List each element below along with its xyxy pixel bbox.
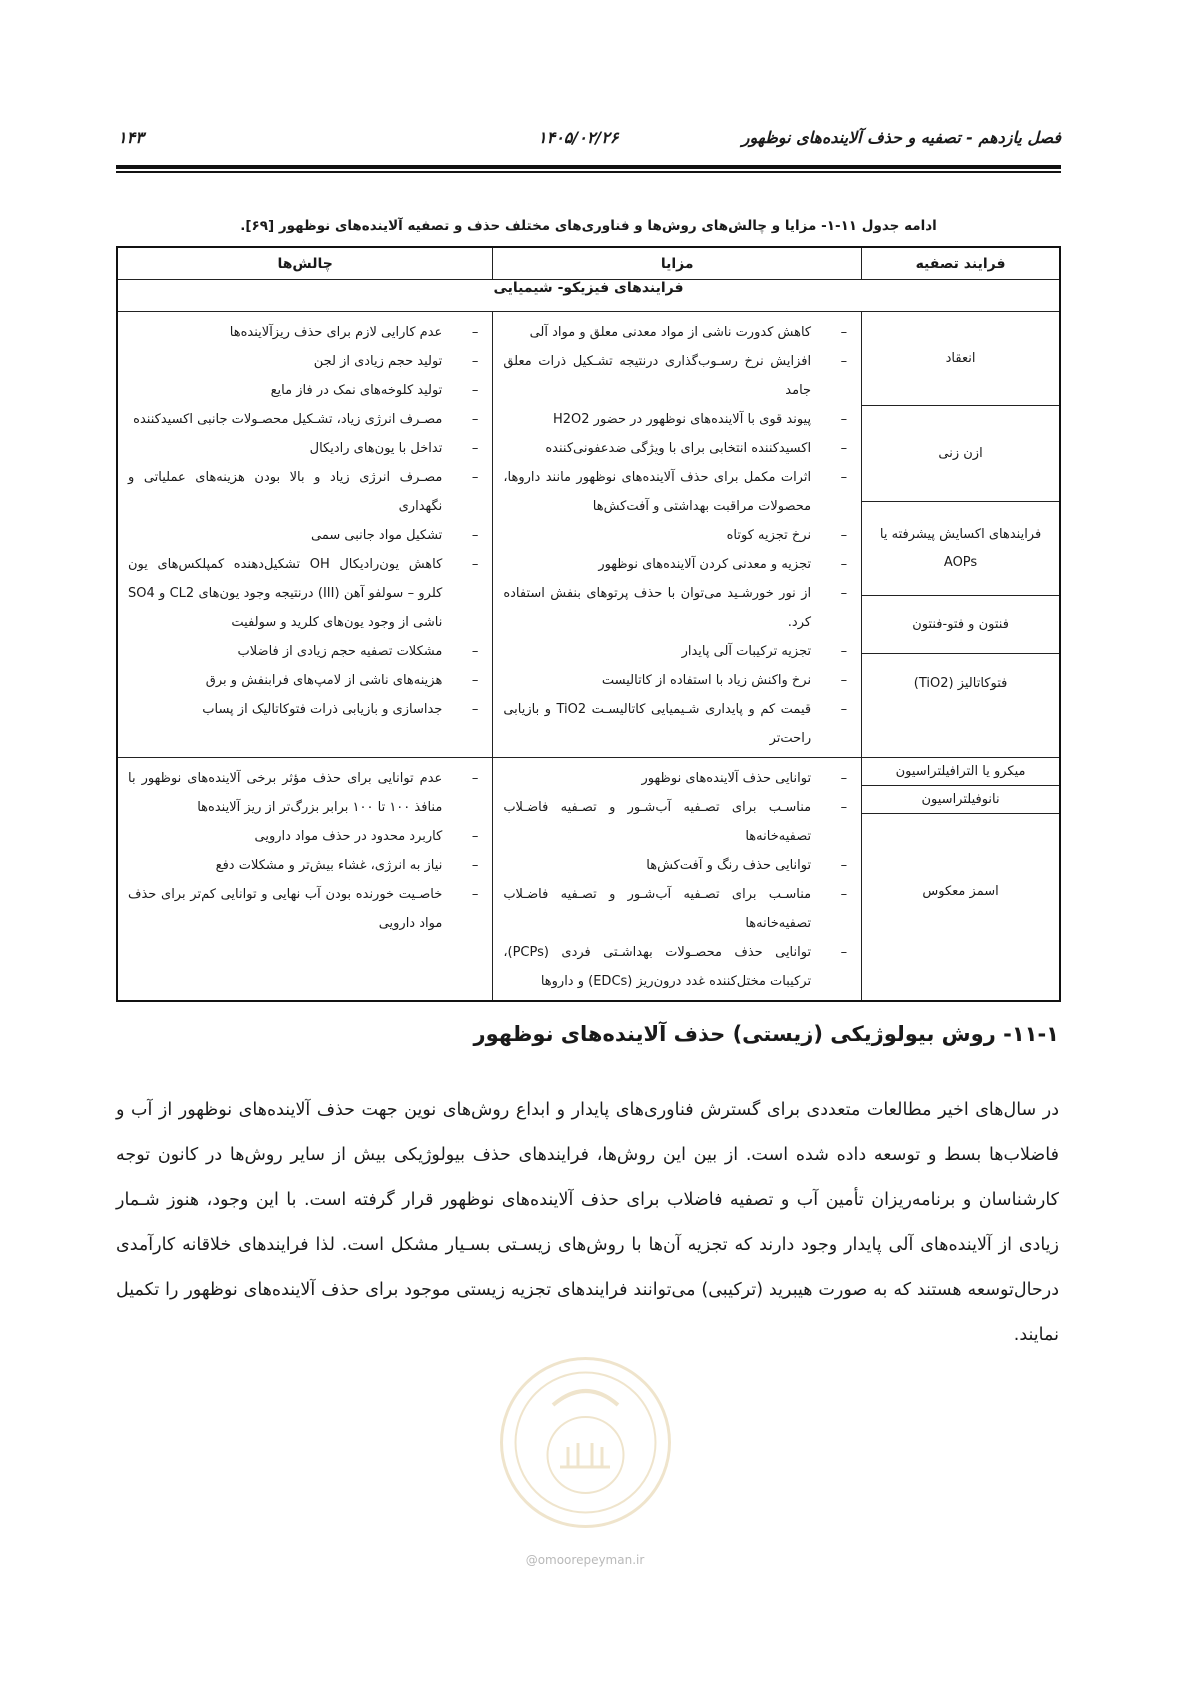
list-item: – تداخل با یون‌های رادیکال bbox=[128, 434, 482, 463]
chapter-title: فصل یازدهم - تصفیه و حذف آلاینده‌های نوظهور bbox=[741, 128, 1061, 147]
header-rule-thick bbox=[116, 165, 1061, 169]
list-item: – افزایش نرخ رسـوب‌گذاری درنتیجه تشـکیل ذرات معلق جامد bbox=[503, 347, 851, 405]
watermark-logo bbox=[498, 1355, 673, 1530]
process-cell: فنتون و فتو-فنتون bbox=[862, 596, 1059, 654]
challenges-cell-block2 bbox=[117, 758, 493, 1002]
table-row bbox=[117, 312, 1060, 758]
challenges-cell-block1 bbox=[117, 312, 493, 758]
comparison-table bbox=[116, 246, 1061, 1002]
process-cell: انعقاد bbox=[862, 312, 1059, 406]
list-item: – پیوند قوی با آلاینده‌های نوظهور در حضور H2O2 bbox=[503, 405, 851, 434]
table-header-row bbox=[117, 247, 1060, 280]
process-cell: نانوفیلتراسیون bbox=[862, 786, 1059, 814]
advantages-cell-block1 bbox=[493, 312, 862, 758]
list-item: – نیاز به انرژی، غشاء بیش‌تر و مشکلات دفع bbox=[128, 851, 482, 880]
header-rule-thin bbox=[116, 171, 1061, 173]
list-item: – توانایی حذف رنگ و آفت‌کش‌ها bbox=[503, 851, 851, 880]
list-item: – تولید حجم زیادی از لجن bbox=[128, 347, 482, 376]
header-challenges: چالش‌ها bbox=[117, 247, 493, 280]
header-process: فرایند تصفیه bbox=[862, 247, 1060, 280]
list-item: – عدم کارایی لازم برای حذف ریزآلاینده‌ها bbox=[128, 318, 482, 347]
list-item: – جداسازی و بازیابی ذرات فتوکاتالیک از پساب bbox=[128, 695, 482, 724]
list-item: – خاصـیت خورنده بودن آب نهایی و توانایی کم‌تر برای حذف مواد دارویی bbox=[128, 880, 482, 938]
watermark-url: @omoorepeyman.ir bbox=[525, 1553, 645, 1567]
list-item: – نرخ تجزیه کوتاه bbox=[503, 521, 851, 550]
list-item: – اکسیدکننده انتخابی برای با ویژگی ضدعفونی‌کننده bbox=[503, 434, 851, 463]
page-header bbox=[118, 128, 1061, 154]
advantages-cell-block2 bbox=[493, 758, 862, 1002]
list-item: – قیمت کم و پایداری شـیمیایی کاتالیسـت TiO2 و بازیابی راحت‌تر bbox=[503, 695, 851, 753]
page-number: ۱۴۳ bbox=[118, 128, 144, 147]
process-column-block1 bbox=[862, 312, 1060, 758]
list-item: – اثرات مکمل برای حذف آلاینده‌های نوظهور مانند داروها، محصولات مراقبت بهداشتی و آفت‌کش‌ها bbox=[503, 463, 851, 521]
list-item: – تولید کلوخه‌های نمک در فاز مایع bbox=[128, 376, 482, 405]
process-cell: فتوکاتالیز (TiO2) bbox=[913, 676, 1008, 691]
process-column-block2 bbox=[862, 758, 1060, 1002]
list-item: – مصـرف انرژی زیاد، تشـکیل محصـولات جانبی اکسیدکننده bbox=[128, 405, 482, 434]
list-item: – عدم توانایی برای حذف مؤثر برخی آلاینده‌های نوظهور با منافذ ۱۰۰ تا ۱۰۰ برابر بزرگ‌تر از ریز آلاینده‌ها bbox=[128, 764, 482, 822]
process-cell: فرایندهای اکسایش پیشرفته یا AOPs bbox=[862, 502, 1059, 596]
table-row bbox=[117, 758, 1060, 1002]
header-advantages: مزایا bbox=[493, 247, 862, 280]
list-item: – تجزیه و معدنی کردن آلاینده‌های نوظهور bbox=[503, 550, 851, 579]
process-cell: میکرو یا الترافیلتراسیون bbox=[862, 758, 1059, 786]
list-item: – مناسـب برای تصـفیه آب‌شـور و تصـفیه فاضـلاب تصفیه‌خانه‌ها bbox=[503, 880, 851, 938]
list-item: – توانایی حذف محصـولات بهداشـتی فردی (PCPs)، ترکیبات مختل‌کننده غدد درون‌ریز (EDCs) و داروها bbox=[503, 938, 851, 996]
list-item: – کاهش یون‌رادیکال OH تشکیل‌دهنده کمپلکس‌های یون کلرو – سولفو آهن (III) درنتیجه وجود یون‌های CL2 و SO4 ناشی از وجود یون‌های کلرید و سولفیت bbox=[128, 550, 482, 637]
process-cell: اسمز معکوس bbox=[922, 884, 999, 899]
list-item: – مصـرف انرژی زیاد و بالا بودن هزینه‌های عملیاتی و نگهداری bbox=[128, 463, 482, 521]
table-caption: ادامه جدول ۱۱-۱- مزایا و چالش‌های روش‌ها و فناوری‌های مختلف حذف و تصفیه آلاینده‌های نوظهور [۶۹]. bbox=[240, 218, 937, 234]
group-row bbox=[117, 280, 1060, 312]
group-title: فرایندهای فیزیکو- شیمیایی bbox=[117, 280, 1060, 312]
list-item: – نرخ واکنش زیاد با استفاده از کاتالیست bbox=[503, 666, 851, 695]
process-cell: ازن زنی bbox=[862, 406, 1059, 502]
list-item: – تجزیه ترکیبات آلی پایدار bbox=[503, 637, 851, 666]
list-item: – مشکلات تصفیه حجم زیادی از فاضلاب bbox=[128, 637, 482, 666]
list-item: – از نور خورشـید می‌توان با حذف پرتوهای بنفش استفاده کرد. bbox=[503, 579, 851, 637]
header-date: ۱۴۰۵/۰۲/۲۶ bbox=[538, 128, 619, 147]
list-item: – تشکیل مواد جانبی سمی bbox=[128, 521, 482, 550]
list-item: – مناسـب برای تصـفیه آب‌شـور و تصـفیه فاضـلاب تصفیه‌خانه‌ها bbox=[503, 793, 851, 851]
body-paragraph: در سال‌های اخیر مطالعات متعددی برای گسترش فناوری‌های پایدار و ابداع روش‌های نوین جهت حذف آلاینده‌های نوظهور از آب و فاضلاب‌ها بسط و توسعه داده شده است. از بین این روش‌ها، فرایندهای حذف بیولوژیکی بیش از سایر روش‌ها در کانون توجه کارشناسان و برنامه‌ریزان تأمین آب و تصفیه فاضلاب برای حذف آلاینده‌های نوظهور قرار گرفته است. با این وجود، هنوز شـمار زیادی از آلاینده‌های آلی پایدار وجود دارند که تجزیه آن‌ها با روش‌های زیسـتی بسـیار مشکل است. لذا فرایندهای خلاقانه کارآمدی درحال‌توسعه هستند که به صورت هیبرید (ترکیبی) می‌توانند فرایندهای تجزیه زیستی موجود برای حذف آلاینده‌های نوظهور را تکمیل نمایند. bbox=[116, 1100, 1059, 1345]
list-item: – کاربرد محدود در حذف مواد دارویی bbox=[128, 822, 482, 851]
list-item: – کاهش کدورت ناشی از مواد معدنی معلق و مواد آلی bbox=[503, 318, 851, 347]
list-item: – توانایی حذف آلاینده‌های نوظهور bbox=[503, 764, 851, 793]
list-item: – هزینه‌های ناشی از لامپ‌های فرابنفش و برق bbox=[128, 666, 482, 695]
watermark-seal-icon bbox=[498, 1355, 673, 1530]
section-heading: ۱۱-۱- روش بیولوژیکی (زیستی) حذف آلاینده‌های نوظهور bbox=[473, 1022, 1059, 1046]
